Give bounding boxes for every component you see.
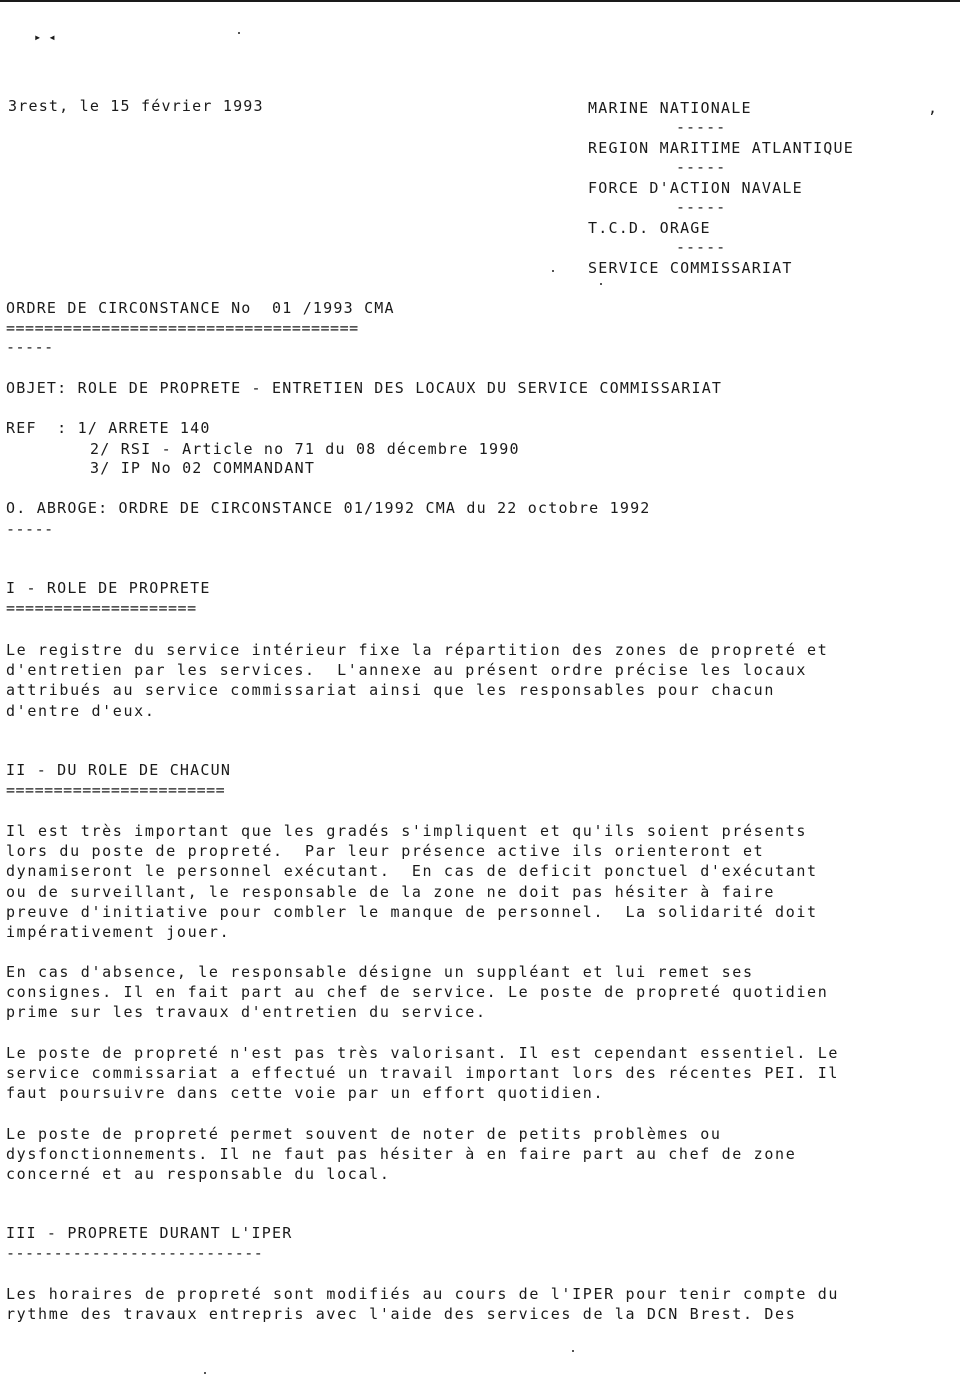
section-1-underline: ==================== [6,599,197,617]
abroge-underline: ----- [6,520,54,538]
abroge-line: O. ABROGE: ORDRE DE CIRCONSTANCE 01/1992 CMA du 22 octobre 1992 [6,499,651,517]
section-1-body: Le registre du service intérieur fixe la répartition des zones de propreté et d'entretien par les services. L'annexe au présent ordre précise les locaux attribués au service commissariat ainsi que les responsables pour chacun d'entre d'eux. [6,641,829,720]
ref-line-3: 3/ IP No 02 COMMANDANT [90,459,316,477]
letterhead-line-2: REGION MARITIME ATLANTIQUE [588,139,854,157]
letterhead-line-1: MARINE NATIONALE [588,99,752,117]
section-2-paragraph-4: Le poste de propreté permet souvent de noter de petits problèmes ou dysfonctionnements. Il ne faut pas hésiter à en faire part au chef de zone concerné et au responsable du local. [6,1125,797,1184]
section-2-paragraph-2: En cas d'absence, le responsable désigne un suppléant et lui remet ses consignes. Il en fait part au chef de service. Le poste de propreté quotidien prime sur les travaux d'entretien du service. [6,963,829,1022]
section-2-paragraph-1: Il est très important que les gradés s'impliquent et qu'ils soient présents lors du poste de propreté. Par leur présence active ils orienteront et dynamiseront le personnel exécutant. En cas de deficit ponctuel d'exécutant ou de surveillant, le responsable de la zone ne doit pas hésiter à faire preuve d'initiative pour combler le manque de personnel. La solidarité doit impérativement jouer. [6,822,818,942]
scan-speck [600,283,602,285]
letterhead-separator: ----- [676,118,727,136]
ref-line-1: REF : 1/ ARRETE 140 [6,419,211,437]
scan-top-border [0,0,960,2]
ordre-sub-underline: ----- [6,338,54,356]
letterhead-separator: ----- [676,158,727,176]
letterhead-separator: ----- [676,198,727,216]
letterhead-separator: ----- [676,238,727,256]
section-3-underline: --------------------------- [6,1244,264,1262]
scan-speck [204,1372,206,1374]
letterhead-line-4: T.C.D. ORAGE [588,219,711,237]
section-3-body: Les horaires de propreté sont modifiés au cours de l'IPER pour tenir compte du rythme des travaux entrepris avec l'aide des services de la DCN Brest. Des [6,1285,840,1324]
scan-speck [552,270,554,272]
scan-speck [572,1350,574,1352]
section-2-paragraph-3: Le poste de propreté n'est pas très valorisant. Il est cependant essentiel. Le service commissariat a effectué un travail important lors des récentes PEI. Il faut poursuivre dans cette voie par un effort quotidien. [6,1044,840,1103]
scan-marks: ▸ ◂ [34,30,56,44]
section-2-underline: ======================= [6,781,226,799]
section-3-title: III - PROPRETE DURANT L'IPER [6,1224,293,1242]
section-2-title: II - DU ROLE DE CHACUN [6,761,232,779]
ordre-underline: ===================================== [6,319,359,337]
objet-line: OBJET: ROLE DE PROPRETE - ENTRETIEN DES LOCAUX DU SERVICE COMMISSARIAT [6,379,723,397]
letterhead-line-5: SERVICE COMMISSARIAT [588,259,793,277]
ordre-title: ORDRE DE CIRCONSTANCE No 01 /1993 CMA [6,299,395,317]
scan-speck [238,32,240,34]
letterhead-comma: , [928,99,939,117]
place-date: 3rest, le 15 février 1993 [8,97,264,115]
ref-line-2: 2/ RSI - Article no 71 du 08 décembre 1990 [90,440,520,458]
letterhead-line-3: FORCE D'ACTION NAVALE [588,179,803,197]
section-1-title: I - ROLE DE PROPRETE [6,579,211,597]
